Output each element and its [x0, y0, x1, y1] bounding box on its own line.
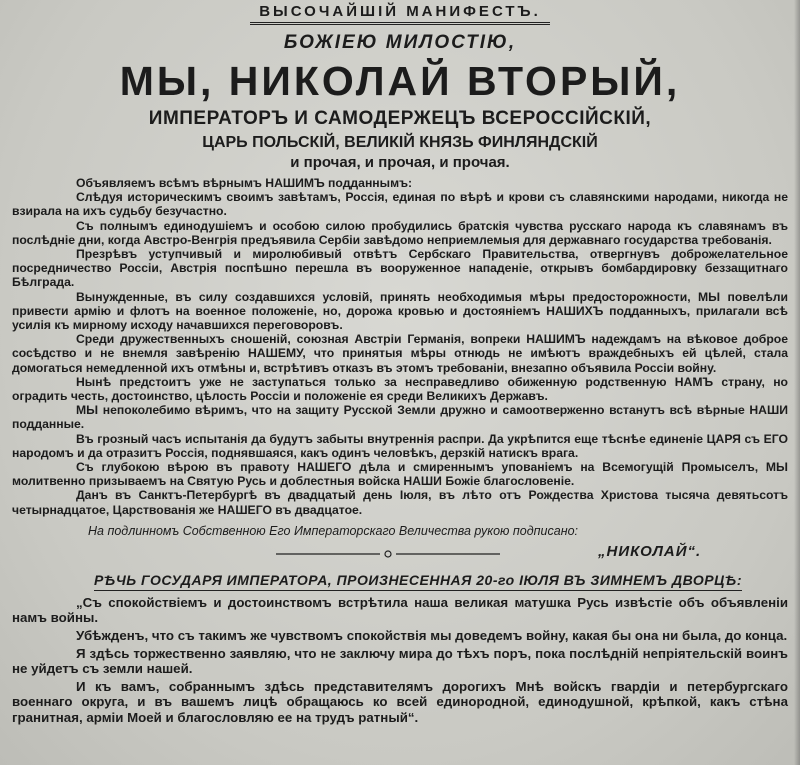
- speech-title: РѢЧЬ ГОСУДАРЯ ИМПЕРАТОРА, ПРОИЗНЕСЕННАЯ 20-го ІЮЛЯ ВЪ ЗИМНЕМЪ ДВОРЦѢ:: [94, 571, 742, 591]
- manifesto-paragraph: Слѣдуя историческимъ своимъ завѣтамъ, Россія, единая по вѣрѣ и крови съ славянскими народами, никогда не взирала на ихъ судьбу безучастно.: [12, 190, 788, 219]
- manifesto-paragraph: Среди дружественныхъ сношеній, союзная Австріи Германія, вопреки НАШИМЪ надеждамъ на вѣковое доброе сосѣдство и не внемля завѣренію НАШЕМУ, что принятыя мѣры отнюдь не имѣютъ враждебныхъ ей цѣлей, стала домогаться немедленной ихъ отмѣны и, встрѣтивъ отказъ въ этомъ требованіи, внезапно объявила Россіи войну.: [12, 332, 788, 375]
- emperor-name: МЫ, НИКОЛАЙ ВТОРЫЙ,: [119, 58, 681, 104]
- manifesto-paragraph: Съ полнымъ единодушіемъ и особою силою пробудились братскія чувства русскаго народа къ славянамъ въ послѣдніе дни, когда Австро-Венгрія предъявила Сербіи завѣдомо неприемлемыя для державнаго государства требованія.: [12, 218, 788, 247]
- ornament-divider: [276, 553, 500, 555]
- manifesto-heading: ВЫСОЧАЙШІЙ МАНИФЕСТЪ.: [259, 3, 541, 20]
- manifesto-paragraph: МЫ непоколебимо вѣримъ, что на защиту Русской Земли дружно и самоотверженно встанутъ всѣ вѣрные НАШИ подданные.: [12, 403, 788, 432]
- signature-row: [8, 541, 792, 567]
- emperor-subtitle: ЦАРЬ ПОЛЬСКІЙ, ВЕЛИКІЙ КНЯЗЬ ФИНЛЯНДСКІЙ: [202, 134, 598, 151]
- manifesto-paragraph: Въ грозный часъ испытанія да будутъ забыты внутреннія распри. Да укрѣпится еще тѣснѣе единеніе ЦАРЯ съ ЕГО народомъ и да отразитъ Россія, поднявшаяся, какъ одинъ человѣкъ, дерзкій натискъ врага.: [12, 431, 788, 460]
- speech-paragraph: Убѣжденъ, что съ такимъ же чувствомъ спокойствія мы доведемъ войну, какая бы она ни была, до конца.: [76, 628, 788, 644]
- grace-line: БОЖІЕЮ МИЛОСТІЮ,: [283, 32, 517, 53]
- speech-paragraph: Я здѣсь торжественно заявляю, что не заключу мира до тѣхъ поръ, пока послѣдній непріятельскій воинъ не уйдетъ съ земли нашей.: [12, 645, 788, 677]
- manifesto-body: [12, 176, 788, 517]
- speech-paragraph: „Съ спокойствіемъ и достоинствомъ встрѣтила наша великая матушка Русь извѣстіе объ объявленіи намъ войны.: [12, 594, 788, 626]
- emperor-title: ИМПЕРАТОРЪ И САМОДЕРЖЕЦЪ ВСЕРОССІЙСКІЙ,: [148, 108, 652, 129]
- manifesto-paragraph: Данъ въ Санктъ-Петербургѣ въ двадцатый день Іюля, въ лѣто отъ Рождества Христова тысяча девятьсотъ четырнадцатое, Царствованія же НАШЕГО въ двадцатое.: [12, 488, 788, 517]
- manifesto-paragraph: Вынужденные, въ силу создавшихся условій, принять необходимыя мѣры предосторожности, МЫ повелѣли привести армію и флотъ на военное положеніе, но, дорожа кровью и достояніемъ НАШИХЪ подданныхъ, прилагали всѣ усилія къ мирному исходу начавшихся переговоровъ.: [12, 289, 788, 333]
- page-edge-shadow: [794, 0, 800, 765]
- manifesto-paragraph: Презрѣвъ уступчивый и миролюбивый отвѣтъ Сербскаго Правительства, отвергнувъ доброжелательное посредничество Россіи, Австрія поспѣшно перешла въ вооруженное нападеніе, открывъ бомбардировку беззащитнаго Бѣлграда.: [12, 247, 788, 290]
- signature-name: „НИКОЛАЙ“.: [598, 542, 702, 560]
- manifesto-paragraph: Объявляемъ всѣмъ вѣрнымъ НАШИМЪ подданнымъ:: [76, 176, 413, 190]
- manifesto-paragraph: Нынѣ предстоитъ уже не заступаться только за несправедливо обиженную родственную НАМЪ страну, но оградить честь, достоинство, цѣлость Россіи и положеніе ея среди Великихъ Державъ.: [12, 374, 788, 404]
- signature-note: На подлинномъ Собственною Его Императорскаго Величества рукою подписано:: [88, 523, 579, 538]
- speech-paragraph: И къ вамъ, собраннымъ здѣсь представителямъ дорогихъ Мнѣ войскъ гвардіи и петербургскаго военнаго округа, и въ вашемъ лицѣ обращаюсь ко всей единородной, единодушной, крѣпкой, какъ стѣна гранитная, арміи Моей и благословляю ее на трудъ ратный“.: [12, 678, 788, 726]
- etcetera-line: и прочая, и прочая, и прочая.: [290, 154, 510, 171]
- manifesto-paragraph: Съ глубокою вѣрою въ правоту НАШЕГО дѣла и смиреннымъ упованіемъ на Всемогущій Промыселъ, МЫ молитвенно призываемъ на Святую Русь и доблестныя войска НАШИ Божіе благословеніе.: [12, 460, 788, 489]
- heading-underline: [250, 22, 550, 25]
- manifesto-header: [8, 2, 792, 173]
- speech-body: [12, 595, 788, 726]
